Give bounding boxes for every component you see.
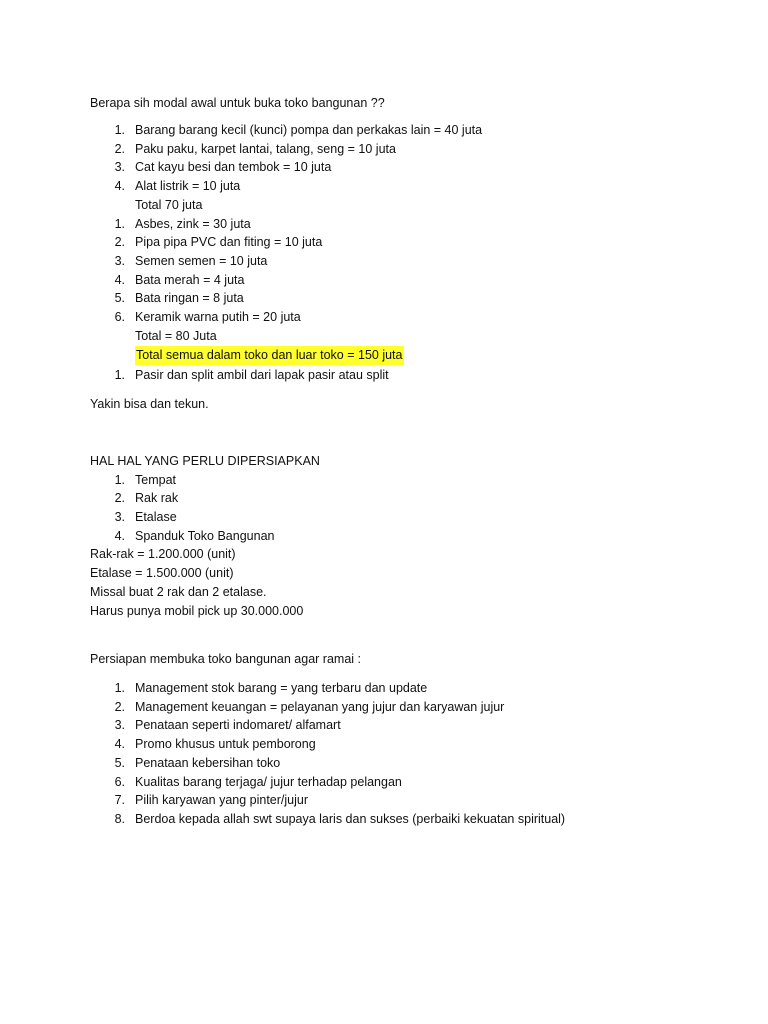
list-number: 4. [114, 737, 125, 751]
list-number: 1. [114, 217, 125, 231]
list-number: 2. [114, 491, 125, 505]
list-text: Alat listrik = 10 juta [135, 179, 241, 193]
list-text: Promo khusus untuk pemborong [135, 737, 316, 751]
list-text: Kualitas barang terjaga/ jujur terhadap pelangan [135, 775, 402, 789]
list-number: 2. [114, 142, 125, 156]
list-text: Bata merah = 4 juta [135, 273, 245, 287]
highlighted-text: Total semua dalam toko dan luar toko = 150 juta [135, 346, 404, 365]
list-number: 2. [114, 235, 125, 249]
list-number: 3. [114, 160, 125, 174]
list-number: 3. [114, 510, 125, 524]
list-number: 1. [114, 368, 125, 382]
list-number: 2. [114, 700, 125, 714]
list-number: 3. [114, 254, 125, 268]
list-text: Spanduk Toko Bangunan [135, 529, 275, 543]
document-page: Berapa sih modal awal untuk buka toko bangunan ?? 1. Barang barang kecil (kunci) pompa dan perkakas lain = 40 juta 2. Paku paku, karpet lantai, talang, seng = 10 juta 3. Cat kayu besi dan tembok = 10 juta 4. Alat listrik = 10 juta Total 70 juta 1. Asbes, zink = 30 juta 2. Pipa pipa PVC dan fiting = 10 juta 3. Semen semen = 10 juta 4. Bata merah = 4 juta 5. Bata ringan = 8 juta 6. Keramik warna putih = 20 juta Total = 80 Juta Total semua dalam toko dan luar toko = 150 juta 1. Pasir dan split ambil dari lapak pasir atau split Yakin bisa dan tekun. HAL HAL YANG PERLU DIPERSIAPKAN 1. Tempat 2. Rak rak 3. Etalase 4. Spanduk Toko Bangunan Rak-rak = 1.200.000 (unit) Etalase = 1.500.000 (unit) Missal buat 2 rak dan 2 etalase. Harus punya mobil pick up 30.000.000 Persiapan membuka toko bangunan agar ramai : 1. Management stok barang = yang terbaru dan update 2. Management keuangan = pelayanan yang jujur dan karyawan jujur 3. Penataan seperti indomaret/ alfamart 4. Promo khusus untuk pemborong 5. Penataan kebersihan toko 6. Kualitas barang terjaga/ jujur terhadap pelangan 7. Pilih karyawan yang pinter/jujur 8. Berdoa kepada allah swt supaya laris dan sukses (perbaiki kekuatan spiritual) [0, 0, 768, 1024]
list-number: 8. [114, 812, 125, 826]
list-text: Bata ringan = 8 juta [135, 291, 244, 305]
list-text: Paku paku, karpet lantai, talang, seng = 10 juta [135, 142, 396, 156]
list-number: 6. [114, 310, 125, 324]
list-number: 4. [114, 179, 125, 193]
list-text: Keramik warna putih = 20 juta [135, 310, 301, 324]
list-text: Pasir dan split ambil dari lapak pasir atau split [135, 368, 389, 382]
list-number: 7. [114, 793, 125, 807]
list-text: Semen semen = 10 juta [135, 254, 268, 268]
list-text: Asbes, zink = 30 juta [135, 217, 251, 231]
list-text: Management stok barang = yang terbaru dan update [135, 681, 428, 695]
list-number: 3. [114, 718, 125, 732]
list-text: Tempat [135, 473, 176, 487]
list-text: Management keuangan = pelayanan yang jujur dan karyawan jujur [135, 700, 505, 714]
list-text: Barang barang kecil (kunci) pompa dan perkakas lain = 40 juta [135, 123, 483, 137]
list-number: 5. [114, 756, 125, 770]
list-number: 4. [114, 529, 125, 543]
list-text: Etalase [135, 510, 177, 524]
list-text: Penataan seperti indomaret/ alfamart [135, 718, 341, 732]
list-number: 1. [114, 473, 125, 487]
list-text: Berdoa kepada allah swt supaya laris dan sukses (perbaiki kekuatan spiritual) [135, 812, 566, 826]
list-text: Pipa pipa PVC dan fiting = 10 juta [135, 235, 323, 249]
list-text: Rak rak [135, 491, 179, 505]
list-text: Cat kayu besi dan tembok = 10 juta [135, 160, 332, 174]
list-number: 4. [114, 273, 125, 287]
list-number: 1. [114, 123, 125, 137]
list-number: 1. [114, 681, 125, 695]
list-text: Penataan kebersihan toko [135, 756, 281, 770]
list-text: Pilih karyawan yang pinter/jujur [135, 793, 309, 807]
list-number: 5. [114, 291, 125, 305]
list-number: 6. [114, 775, 125, 789]
